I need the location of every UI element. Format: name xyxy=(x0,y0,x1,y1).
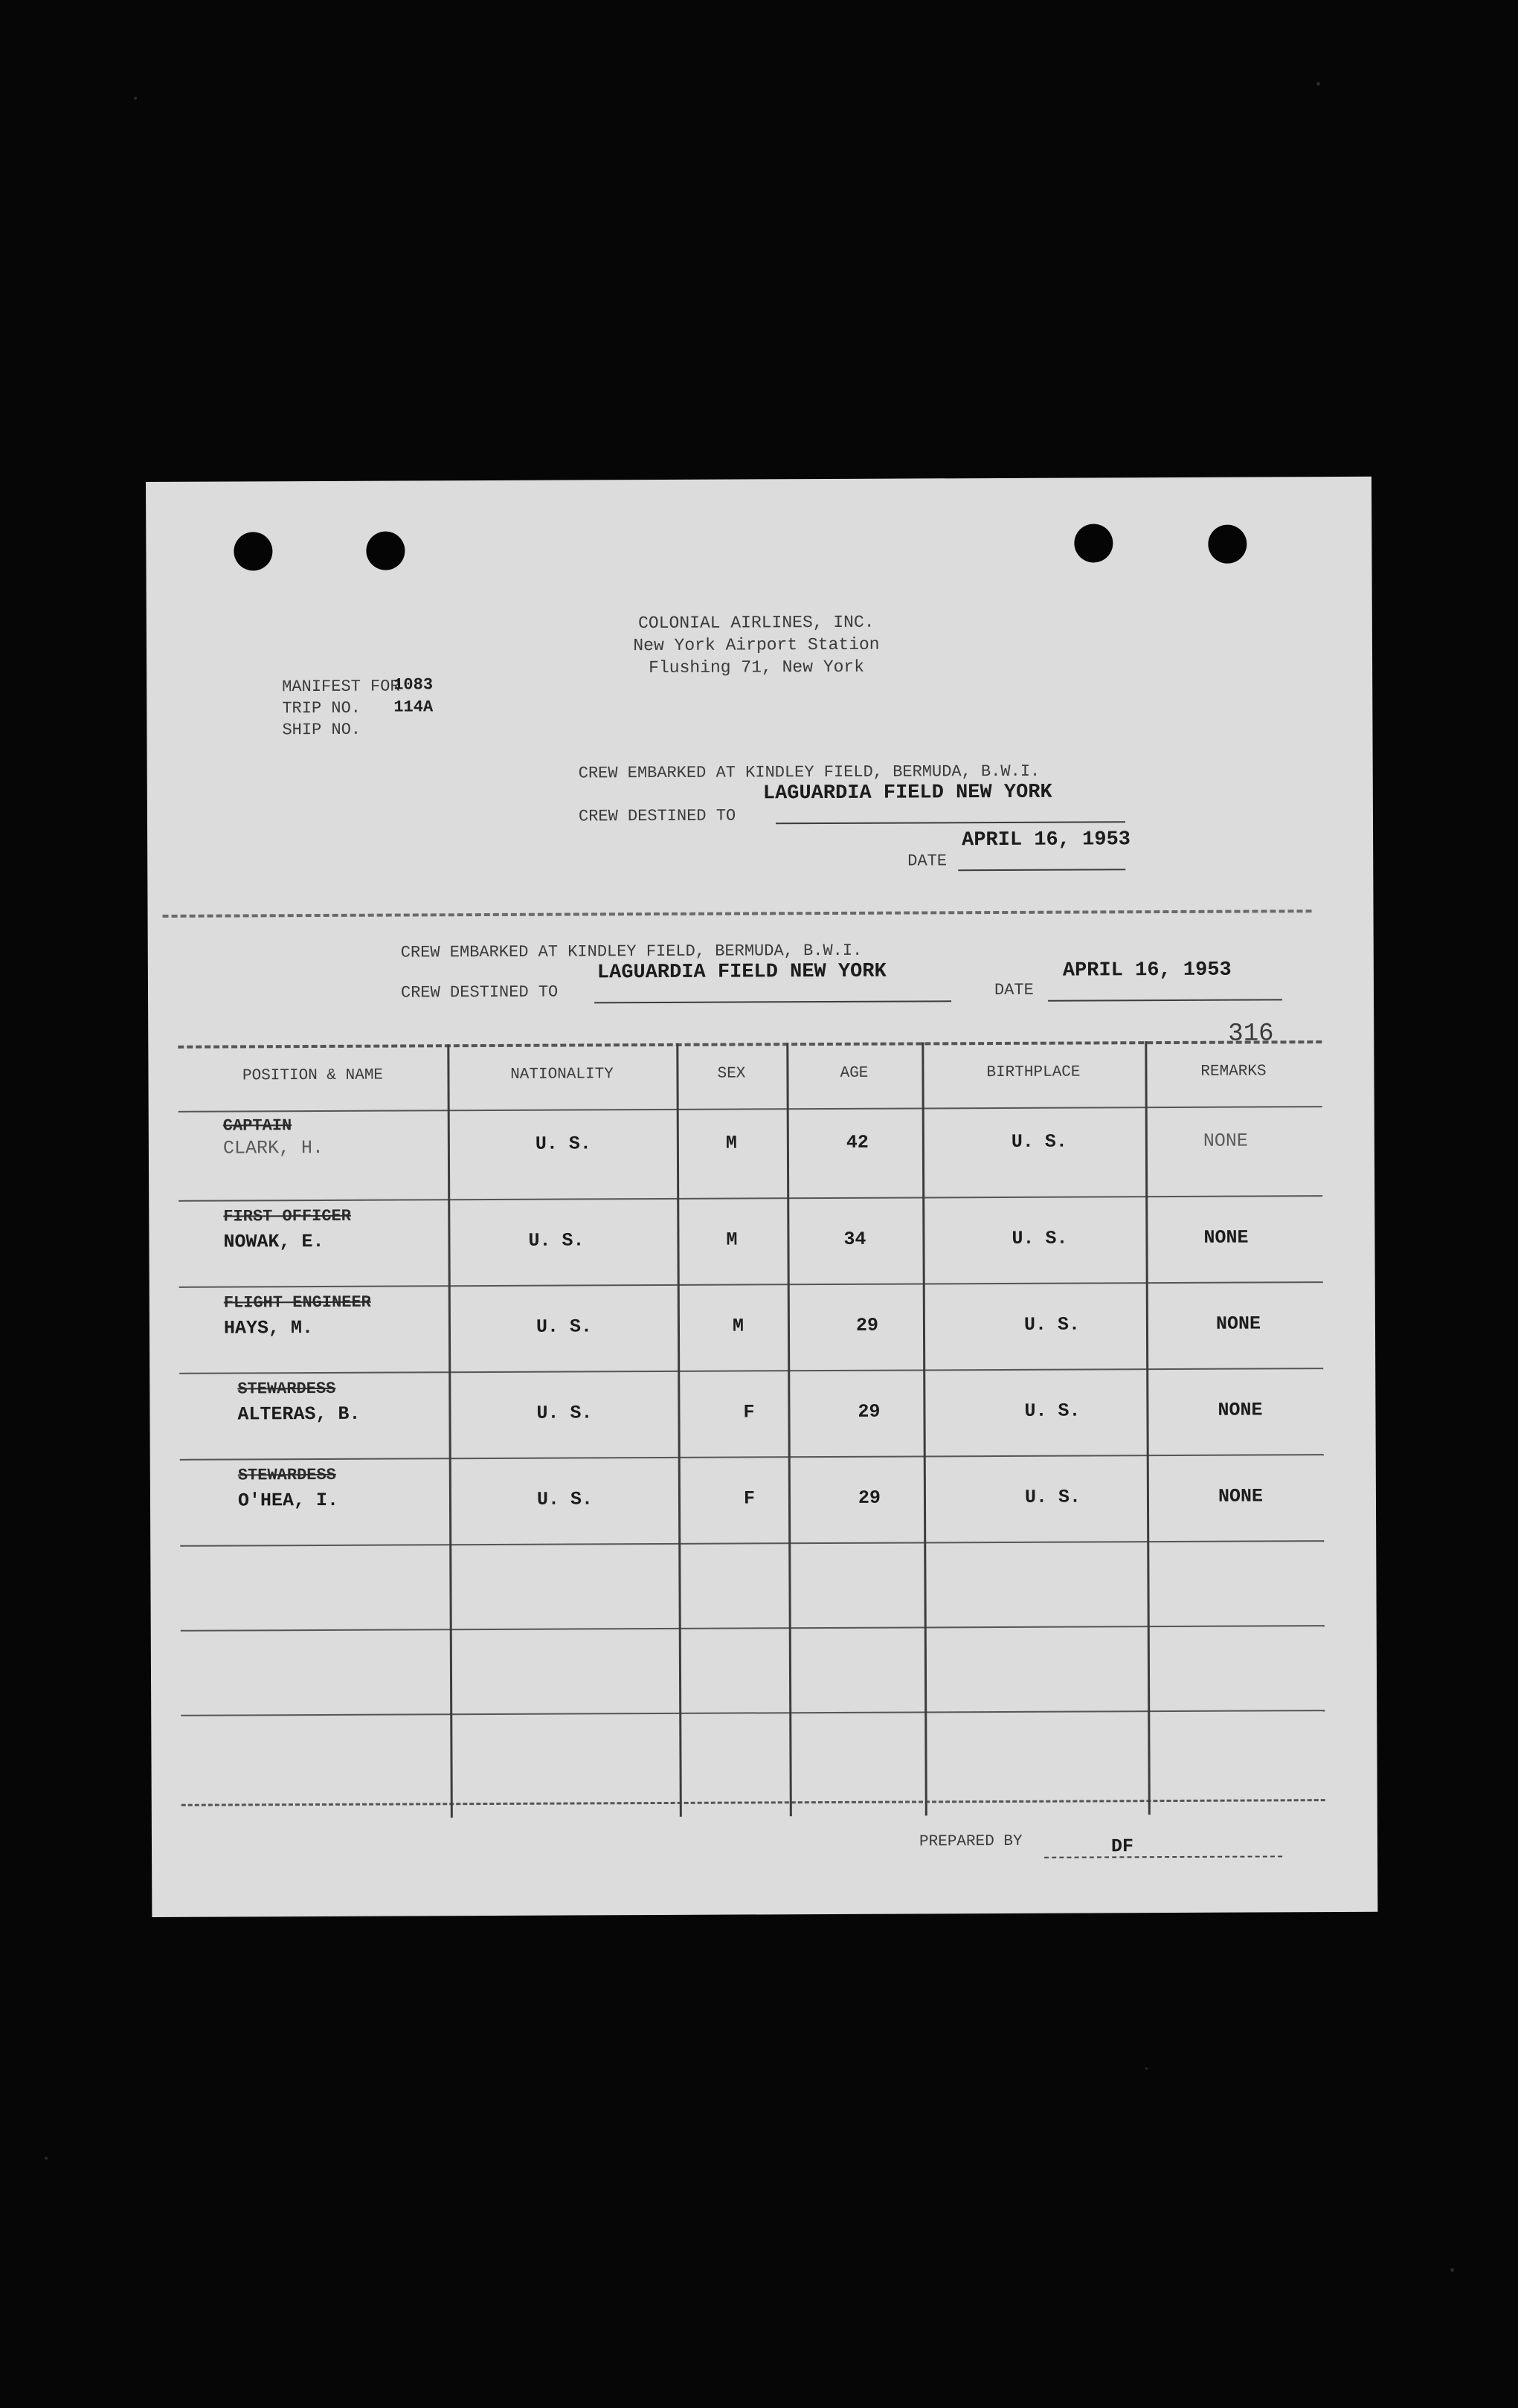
lower-date-value: APRIL 16, 1953 xyxy=(1062,959,1232,982)
film-speck xyxy=(134,97,137,100)
crew-age: 29 xyxy=(855,1314,879,1336)
crew-birthplace: U. S. xyxy=(1024,1486,1081,1508)
crew-age: 29 xyxy=(858,1400,881,1423)
crew-name: ALTERAS, B. xyxy=(237,1403,361,1426)
crew-sex: M xyxy=(726,1229,738,1251)
manifest-sheet xyxy=(146,477,1377,1917)
row-rule xyxy=(181,1710,1325,1716)
column-divider xyxy=(1145,1041,1151,1815)
crew-birthplace: U. S. xyxy=(1023,1313,1081,1336)
row-rule xyxy=(179,1195,1322,1202)
row-rule xyxy=(179,1281,1323,1288)
lower-destined-value: LAGUARDIA FIELD NEW YORK xyxy=(596,960,887,985)
upper-date-line xyxy=(958,869,1125,871)
table-bottom-rule xyxy=(181,1799,1325,1806)
crew-position: CAPTAIN xyxy=(222,1116,292,1136)
crew-age: 34 xyxy=(843,1228,866,1250)
row-rule xyxy=(180,1540,1324,1547)
film-speck xyxy=(1316,82,1320,86)
page-number: 316 xyxy=(1228,1020,1274,1049)
perforation-line xyxy=(163,910,1312,918)
header-birthplace: BIRTHPLACE xyxy=(986,1063,1081,1082)
film-speck xyxy=(1450,2268,1454,2272)
upper-destined-label: CREW DESTINED TO xyxy=(578,806,736,826)
header-nationality: NATIONALITY xyxy=(510,1066,614,1084)
crew-position: STEWARDESS xyxy=(237,1379,336,1399)
punch-hole xyxy=(234,532,272,570)
crew-name: HAYS, M. xyxy=(223,1317,314,1339)
company-header xyxy=(593,611,920,679)
manifest-label: MANIFEST FOR xyxy=(282,677,400,697)
lower-date-label: DATE xyxy=(994,980,1034,1000)
lower-destined-line xyxy=(594,1000,951,1003)
punch-hole xyxy=(366,531,405,570)
column-divider xyxy=(922,1042,927,1815)
crew-nationality: U. S. xyxy=(528,1229,585,1252)
prepared-by-label: PREPARED BY xyxy=(919,1832,1023,1851)
header-remarks: REMARKS xyxy=(1200,1063,1267,1081)
crew-position: FLIGHT ENGINEER xyxy=(223,1292,371,1313)
header-age: AGE xyxy=(840,1064,869,1082)
crew-nationality: U. S. xyxy=(536,1316,593,1338)
crew-remarks: NONE xyxy=(1218,1485,1264,1507)
column-divider xyxy=(786,1043,792,1816)
manifest-values xyxy=(393,674,433,718)
prepared-by-value: DF xyxy=(1110,1835,1134,1858)
upper-destined-value: LAGUARDIA FIELD NEW YORK xyxy=(762,781,1052,805)
crew-sex: F xyxy=(743,1401,755,1423)
upper-destined-line xyxy=(776,821,1125,824)
crew-table xyxy=(178,1040,1325,1819)
film-speck xyxy=(45,2157,48,2160)
crew-name: CLARK, H. xyxy=(222,1136,324,1159)
company-address: Flushing 71, New York xyxy=(649,657,865,678)
lower-embarked-text: CREW EMBARKED AT KINDLEY FIELD, BERMUDA, B.W.I. xyxy=(400,941,863,962)
lower-date-line xyxy=(1048,999,1282,1001)
crew-name: O'HEA, I. xyxy=(237,1489,339,1512)
trip-label: TRIP NO. xyxy=(282,698,361,718)
crew-position: STEWARDESS xyxy=(237,1465,336,1485)
crew-nationality: U. S. xyxy=(535,1133,591,1155)
crew-remarks: NONE xyxy=(1218,1399,1263,1421)
crew-sex: M xyxy=(732,1315,744,1337)
manifest-labels xyxy=(282,676,400,741)
row-rule xyxy=(181,1625,1325,1632)
header-position-name: POSITION & NAME xyxy=(242,1066,384,1085)
crew-remarks: NONE xyxy=(1203,1226,1249,1249)
crew-sex: M xyxy=(725,1132,737,1154)
punch-hole xyxy=(1074,524,1113,562)
trip-value: 114A xyxy=(393,698,434,717)
upper-embarked-text: CREW EMBARKED AT KINDLEY FIELD, BERMUDA, B.W.I. xyxy=(578,762,1041,783)
company-name: COLONIAL AIRLINES, INC. xyxy=(638,612,875,634)
crew-remarks: NONE xyxy=(1203,1130,1248,1152)
column-divider xyxy=(447,1044,453,1818)
crew-name: NOWAK, E. xyxy=(223,1230,324,1253)
ship-label: SHIP NO. xyxy=(282,720,361,740)
row-rule xyxy=(179,1368,1323,1374)
lower-destined-label: CREW DESTINED TO xyxy=(400,982,559,1002)
table-top-rule xyxy=(178,1040,1322,1049)
crew-nationality: U. S. xyxy=(536,1402,593,1424)
company-station: New York Airport Station xyxy=(633,634,880,656)
prepared-by-line xyxy=(1044,1855,1282,1858)
crew-age: 42 xyxy=(846,1131,869,1153)
upper-date-value: APRIL 16, 1953 xyxy=(962,828,1131,852)
punch-hole xyxy=(1208,525,1247,564)
table-header-rule xyxy=(179,1106,1322,1113)
crew-remarks: NONE xyxy=(1215,1313,1261,1335)
film-speck xyxy=(1145,2067,1148,2070)
crew-birthplace: U. S. xyxy=(1024,1400,1081,1422)
crew-birthplace: U. S. xyxy=(1011,1130,1067,1153)
upper-date-label: DATE xyxy=(907,852,948,871)
column-divider xyxy=(676,1043,682,1817)
row-rule xyxy=(180,1454,1324,1461)
manifest-value: 1083 xyxy=(393,675,434,695)
crew-position: FIRST OFFICER xyxy=(223,1206,352,1226)
crew-birthplace: U. S. xyxy=(1012,1227,1068,1249)
header-sex: SEX xyxy=(717,1065,746,1083)
crew-nationality: U. S. xyxy=(536,1488,594,1510)
crew-sex: F xyxy=(743,1487,756,1510)
crew-age: 29 xyxy=(858,1487,881,1509)
